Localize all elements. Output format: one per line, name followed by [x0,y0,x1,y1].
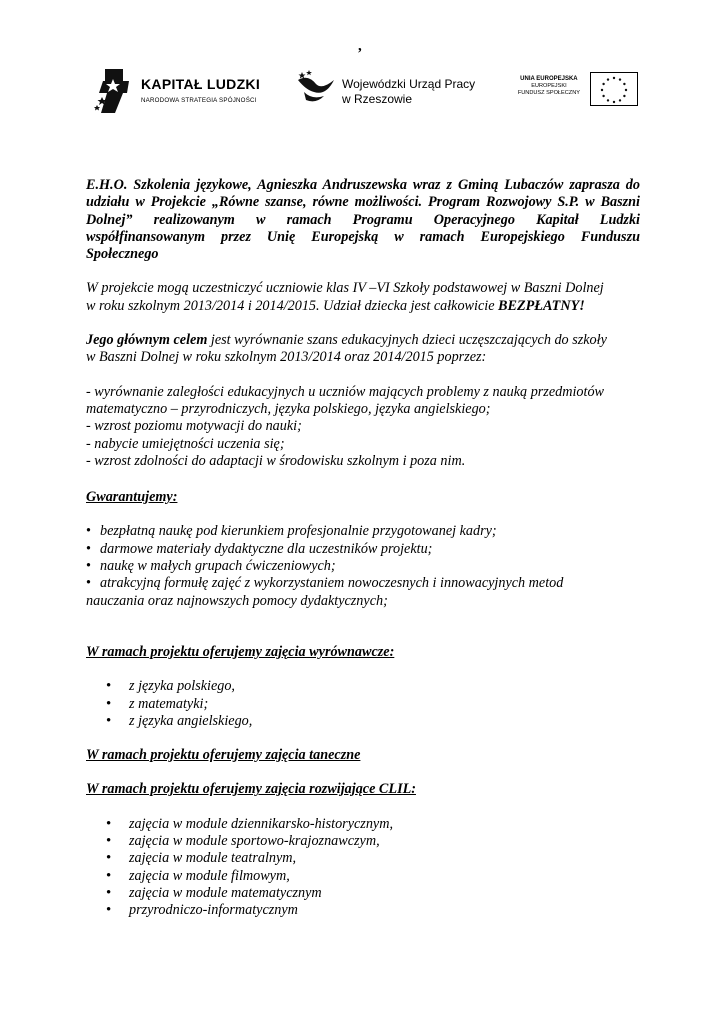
compensatory-item: • z języka polskiego, [86,678,640,695]
guarantee-continuation: nauczania oraz najnowszych pomocy dydaktycznych; [86,592,388,609]
intro-paragraph [86,177,640,263]
goals-list [86,384,640,470]
guarantee-heading: Gwarantujemy: [86,489,178,506]
goal-paragraph [86,332,640,367]
stray-comma: , [358,38,362,54]
goal-line: w Baszni Dolnej w roku szkolnym 2013/2014 oraz 2014/2015 poprzez: [86,349,487,366]
clil-item: • zajęcia w module sportowo-krajoznawczym, [86,833,640,850]
eu-line3: FUNDUSZ SPOŁECZNY [517,90,580,96]
eu-flag-icon [590,72,638,106]
eu-logo-text [518,76,580,97]
intro-line: E.H.O. Szkolenia językowe, Agnieszka Andruszewska wraz z Gminą Lubaczów zaprasza do [86,177,640,193]
goal-text: jest wyrównanie szans edukacyjnych dzieci uczęszczających do szkoły [207,332,607,349]
wup-rzeszow-logo [296,70,481,110]
compensatory-list [86,678,640,730]
clil-item: • przyrodniczo-informatycznym [86,902,640,919]
dance-heading: W ramach projektu oferujemy zajęcia taneczne [86,747,361,764]
wup-name-line2: w Rzeszowie [342,92,413,106]
intro-line: Dolnej” realizowanym w ramach Programu Operacyjnego Kapitał Ludzki [86,211,640,228]
participants-text: w roku szkolnym 2013/2014 i 2014/2015. Udział dziecka jest całkowicie [86,297,499,314]
intro-line: udziału w Projekcie „Równe szanse, równe możliwości. Program Rozwojowy S.P. w Baszni [86,194,640,211]
clil-item: • zajęcia w module matematycznym [86,885,640,902]
document-body [86,177,640,920]
goals-list-item: - wzrost zdolności do adaptacji w środowisku szkolnym i poza nim. [86,452,466,469]
free-label: BEZPŁATNY! [498,297,585,314]
wup-name-line1: Wojewódzki Urząd Pracy [342,77,476,91]
participants-line: W projekcie mogą uczestniczyć uczniowie klas IV –VI Szkoły podstawowej w Baszni Dolnej [86,280,604,297]
eu-social-fund-logo [514,70,638,110]
kapital-ludzki-logo [93,63,263,119]
compensatory-item: • z języka angielskiego, [86,713,640,730]
clil-item: • zajęcia w module filmowym, [86,868,640,885]
guarantee-item: • darmowe materiały dydaktyczne dla uczestników projektu; [86,541,640,558]
intro-line: Społecznego [86,246,159,263]
participants-line [86,298,640,315]
goals-list-item: - wzrost poziomu motywacji do nauki; [86,418,302,435]
wup-bird-icon [296,70,338,106]
clil-item: • zajęcia w module dziennikarsko-historycznym, [86,816,640,833]
guarantee-item: • naukę w małych grupach ćwiczeniowych; [86,558,640,575]
kapital-ludzki-subtitle: NARODOWA STRATEGIA SPÓJNOŚCI [141,97,257,104]
clil-heading: W ramach projektu oferujemy zajęcia rozwijające CLIL: [86,781,416,798]
intro-line: współfinansowanym przez Unię Europejską w ramach Europejskiego Funduszu [86,228,640,245]
goal-lead: Jego głównym celem [86,332,208,349]
goals-list-item: - wyrównanie zaległości edukacyjnych u uczniów mających problemy z nauką przedmiotów [86,383,605,400]
eu-line1: UNIA EUROPEJSKA [520,76,578,82]
guarantee-item: • bezpłatną naukę pod kierunkiem profesjonalnie przygotowanej kadry; [86,523,640,540]
eu-line2: EUROPEJSKI [531,83,567,89]
goals-list-item: matematyczno – przyrodniczych, języka polskiego, języka angielskiego; [86,400,491,417]
kapital-ludzki-emblem-icon [93,63,137,119]
participants-paragraph [86,280,640,315]
guarantee-list [86,523,640,592]
clil-list [86,816,640,920]
clil-item: • zajęcia w module teatralnym, [86,850,640,867]
goal-line [86,332,640,349]
compensatory-heading: W ramach projektu oferujemy zajęcia wyrównawcze: [86,643,395,660]
kapital-ludzki-title: KAPITAŁ LUDZKI [141,76,261,92]
goals-list-item: - nabycie umiejętności uczenia się; [86,435,285,452]
guarantee-item: • atrakcyjną formułę zajęć z wykorzystaniem nowoczesnych i innowacyjnych metod [86,575,640,592]
compensatory-item: • z matematyki; [86,696,640,713]
